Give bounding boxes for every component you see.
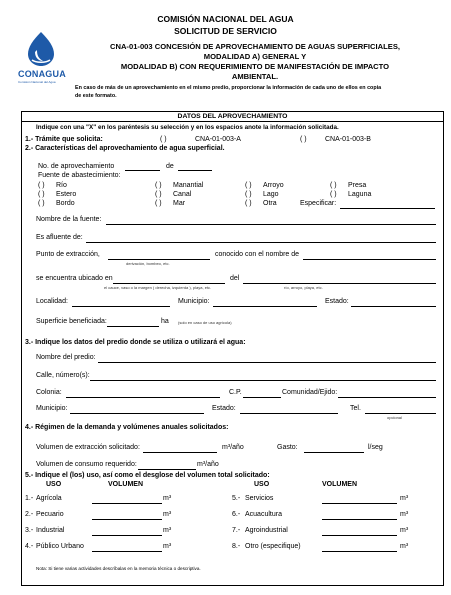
source-paren-bordo[interactable]: ( ) <box>38 200 45 207</box>
calle-field[interactable] <box>90 380 436 381</box>
vol-consumo-field[interactable] <box>138 469 196 470</box>
conagua-logo <box>18 30 64 92</box>
source-paren-laguna[interactable]: ( ) <box>330 191 337 198</box>
nombre-predio-label: Nombre del predio: <box>36 354 96 361</box>
use-num-7: 7.- <box>232 527 241 534</box>
municipio-field-s3[interactable] <box>70 413 204 414</box>
source-paren-manantial[interactable]: ( ) <box>155 182 162 189</box>
colonia-label: Colonia: <box>36 389 62 396</box>
num-aprov-total-field[interactable] <box>178 170 212 171</box>
calle-label: Calle, número(s): <box>36 372 90 379</box>
source-otra: Otra <box>263 200 277 207</box>
m3anio-unit-2: m³/año <box>197 461 219 468</box>
superficie-label: Superficie beneficiada: <box>36 318 107 325</box>
col-uso-left: USO <box>46 481 62 488</box>
use-num-1: 1.- <box>25 495 34 502</box>
use-num-3: 3.- <box>25 527 34 534</box>
ubicado-label: se encuentra ubicado en <box>36 275 113 282</box>
source-paren-canal[interactable]: ( ) <box>155 191 162 198</box>
municipio-label-s3: Municipio: <box>36 405 68 412</box>
hint-opcional: opcional <box>387 415 402 420</box>
procedure-line-4: AMBIENTAL. <box>231 72 279 81</box>
hint-rio: río, arroyo, playa, etc. <box>284 285 323 290</box>
col-uso-right: USO <box>254 481 270 488</box>
s4-label: 4.- Régimen de la demanda y volúmenes anuales solicitados: <box>25 424 229 431</box>
nombre-fuente-label: Nombre de la fuente: <box>36 216 102 223</box>
localidad-field[interactable] <box>72 306 170 307</box>
source-lago: Lago <box>263 191 279 198</box>
nombre-fuente-field[interactable] <box>106 224 436 225</box>
especificar-label: Especificar: <box>300 200 337 207</box>
colonia-field[interactable] <box>66 397 220 398</box>
lseg-unit: l/seg <box>368 444 383 451</box>
procedure-line-3: MODALIDAD B) CON REQUERIMIENTO DE MANIFESTACIÓN DE IMPACTO <box>120 62 390 71</box>
source-manantial: Manantial <box>173 182 204 189</box>
gasto-label: Gasto: <box>277 444 298 451</box>
vol-agroindustrial-field[interactable] <box>322 535 397 536</box>
use-num-2: 2.- <box>25 511 34 518</box>
tel-label: Tel. <box>350 405 361 412</box>
vol-extraccion-label: Volumen de extracción solicitado: <box>36 444 140 451</box>
source-paren-mar[interactable]: ( ) <box>155 200 162 207</box>
afluente-label: Es afluente de: <box>36 234 83 241</box>
afluente-field[interactable] <box>86 242 436 243</box>
col-vol-left: VOLUMEN <box>108 481 143 488</box>
conocido-label: conocido con el nombre de <box>215 251 300 258</box>
s1-paren-a[interactable]: ( ) <box>160 136 167 143</box>
use-name-publico-urbano: Público Urbano <box>36 543 84 550</box>
gasto-field[interactable] <box>304 452 364 453</box>
source-paren-otra[interactable]: ( ) <box>245 200 252 207</box>
instructions: Indique con una "X" en los paréntesis su selección y en los espacios anote la información solicitada. <box>36 124 339 131</box>
use-num-4: 4.- <box>25 543 34 550</box>
unit-m3-7: m³ <box>400 527 409 534</box>
hint-cauce: el cauce, vaso o la margen ( derecha, izquierda ), playa, etc. <box>104 285 212 290</box>
use-num-5: 5.- <box>232 495 241 502</box>
use-name-agroindustrial: Agroindustrial <box>245 527 288 534</box>
del-label: del <box>230 275 240 282</box>
m3anio-unit-1: m³/año <box>222 444 244 451</box>
source-laguna: Laguna <box>348 191 372 198</box>
s2-label: 2.- Características del aprovechamiento de agua superficial. <box>25 145 225 152</box>
vol-industrial-field[interactable] <box>92 535 162 536</box>
col-vol-right: VOLUMEN <box>322 481 357 488</box>
unit-m3-5: m³ <box>400 495 409 502</box>
use-num-6: 6.- <box>232 511 241 518</box>
s1-paren-b[interactable]: ( ) <box>300 136 307 143</box>
use-name-servicios: Servicios <box>245 495 274 502</box>
source-arroyo: Arroyo <box>263 182 284 189</box>
procedure-line-2: MODALIDAD A) GENERAL Y <box>203 52 307 61</box>
unit-m3-1: m³ <box>163 495 172 502</box>
tel-field[interactable] <box>365 413 436 414</box>
especificar-field[interactable] <box>340 208 435 209</box>
vol-publico-urbano-field[interactable] <box>92 551 162 552</box>
unit-m3-4: m³ <box>163 543 172 550</box>
source-mar: Mar <box>173 200 186 207</box>
section-title: DATOS DEL APROVECHAMIENTO <box>177 113 288 120</box>
source-bordo: Bordo <box>56 200 75 207</box>
source-estero: Estero <box>56 191 77 198</box>
s5-label: 5.- Indique el (los) uso, así como el desglose del volumen total solicitado: <box>25 472 270 479</box>
agency-title: COMISIÓN NACIONAL DEL AGUA <box>157 14 294 24</box>
vol-otro-field[interactable] <box>322 551 397 552</box>
s1-option-b: CNA-01-003-B <box>325 136 371 143</box>
estado-field-s2[interactable] <box>351 306 436 307</box>
localidad-label: Localidad: <box>36 298 68 305</box>
logo-subtitle: Comisión Nacional del Agua <box>18 80 56 84</box>
estado-label-s2: Estado: <box>325 298 349 305</box>
use-name-acuacultura: Acuacultura <box>245 511 282 518</box>
unit-m3-6: m³ <box>400 511 409 518</box>
nombre-predio-field[interactable] <box>98 362 436 363</box>
punto-extraccion-field[interactable] <box>108 259 210 260</box>
conocido-nombre-field[interactable] <box>303 259 436 260</box>
s1-label: 1.- Trámite que solicita: <box>25 136 103 143</box>
estado-label-s3: Estado: <box>212 405 236 412</box>
cp-label: C.P. <box>229 389 242 396</box>
cp-field[interactable] <box>243 397 281 398</box>
municipio-label-s2: Municipio: <box>178 298 210 305</box>
procedure-line-1: CNA-01-003 CONCESIÓN DE APROVECHAMIENTO DE AGUAS SUPERFICIALES, <box>109 42 400 51</box>
vol-acuacultura-field[interactable] <box>322 519 397 520</box>
use-num-8: 8.- <box>232 543 241 550</box>
num-aprov-field[interactable] <box>125 170 160 171</box>
del-field[interactable] <box>243 283 436 284</box>
superficie-field[interactable] <box>107 326 159 327</box>
vol-extraccion-field[interactable] <box>143 452 217 453</box>
source-presa: Presa <box>348 182 367 189</box>
unit-m3-3: m³ <box>163 527 172 534</box>
hint-derivacion: derivación, bombeo, etc. <box>126 261 170 266</box>
note-line-2: de este formato. <box>75 93 117 99</box>
vol-servicios-field[interactable] <box>322 503 397 504</box>
logo-wordmark: CONAGUA <box>18 69 66 79</box>
ubicado-field[interactable] <box>113 283 225 284</box>
punto-extraccion-label: Punto de extracción, <box>36 251 100 258</box>
source-rio: Río <box>56 182 67 189</box>
comunidad-label: Comunidad/Ejido: <box>282 389 338 396</box>
use-name-otro: Otro (especifique) <box>245 543 301 550</box>
hint-agricola: (solo en caso de uso agrícola) <box>178 320 232 325</box>
s1-option-a: CNA-01-003-A <box>195 136 241 143</box>
unit-m3-8: m³ <box>400 543 409 550</box>
use-name-pecuario: Pecuario <box>36 511 64 518</box>
use-name-industrial: Industrial <box>36 527 65 534</box>
footer-note: Nota: Si tiene varias actividades descríbalas en la memoria técnica o descriptiva. <box>36 566 201 571</box>
num-aprov-label: No. de aprovechamiento <box>38 163 115 170</box>
unit-m3-2: m³ <box>163 511 172 518</box>
note-line-1: En caso de más de un aprovechamiento en el mismo predio, proporcionar la información de cada uno de ellos en copia <box>75 85 382 91</box>
s3-label: 3.- Indique los datos del predio donde se utiliza o utilizará el agua: <box>25 339 246 346</box>
vol-agricola-field[interactable] <box>92 503 162 504</box>
ha-unit: ha <box>161 318 169 325</box>
use-name-agricola: Agrícola <box>36 495 62 502</box>
fuente-label: Fuente de abastecimiento: <box>38 172 121 179</box>
form-title: SOLICITUD DE SERVICIO <box>174 26 277 36</box>
source-paren-presa[interactable]: ( ) <box>330 182 337 189</box>
source-paren-rio[interactable]: ( ) <box>38 182 45 189</box>
vol-pecuario-field[interactable] <box>92 519 162 520</box>
source-paren-arroyo[interactable]: ( ) <box>245 182 252 189</box>
de-label: de <box>166 163 174 170</box>
municipio-field-s2[interactable] <box>213 306 317 307</box>
source-paren-lago[interactable]: ( ) <box>245 191 252 198</box>
source-canal: Canal <box>173 191 192 198</box>
source-paren-estero[interactable]: ( ) <box>38 191 45 198</box>
comunidad-field[interactable] <box>338 397 436 398</box>
vol-consumo-label: Volumen de consumo requerido: <box>36 461 137 468</box>
estado-field-s3[interactable] <box>240 413 338 414</box>
